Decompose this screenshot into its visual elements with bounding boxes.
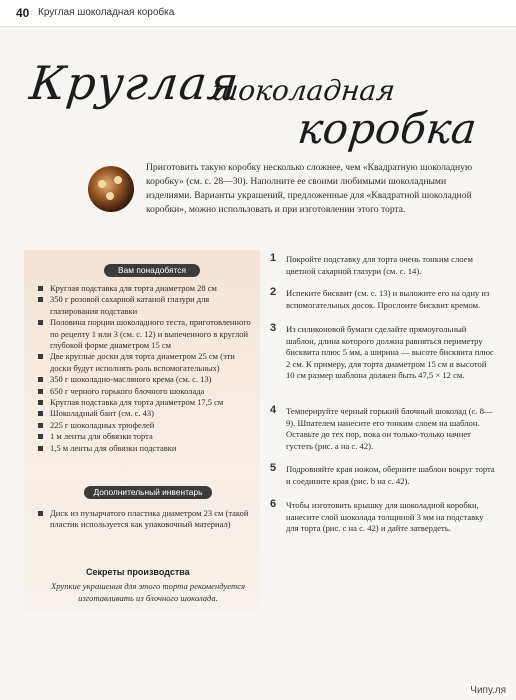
step-number: 5 <box>270 462 277 474</box>
list-item: 650 г черного горького блочного шоколада <box>36 386 256 397</box>
list-item: 350 г шоколадно-масляного крема (см. с. 13) <box>36 374 256 385</box>
extra-heading: Дополнительный инвентарь <box>84 486 212 499</box>
bullet-icon <box>38 434 43 439</box>
list-item: 350 г розовой сахарной катаной глазури для глазирования подставки <box>36 294 256 317</box>
bullet-icon <box>38 389 43 394</box>
step-number: 4 <box>270 404 277 416</box>
bullet-icon <box>38 511 43 516</box>
bullet-icon <box>38 354 43 359</box>
list-item: 1,5 м ленты для обвязки подставки <box>36 443 256 454</box>
list-item: Шоколадный бант (см. с. 43) <box>36 408 256 419</box>
title-line-3: коробка <box>295 104 479 153</box>
secrets-heading: Секреты производства <box>86 567 190 577</box>
step-text: Чтобы изготовить крышку для шоколадной коробки, нанесите слой шоколада толщиной 3 мм на подставку для торта (рис. с на с. 42) и дайте затвердеть. <box>286 500 484 534</box>
header-section-title: Круглая шоколадная коробка <box>38 7 175 18</box>
list-item: Диск из пузырчатого пластика диаметром 23 см (такой пластик используется как упаковочный материал) <box>36 508 256 531</box>
title-line-1: Круглая <box>27 56 242 110</box>
list-item: Круглая подставка для торта диаметром 17,5 см <box>36 397 256 408</box>
bullet-icon <box>38 286 43 291</box>
step-number: 2 <box>270 286 277 298</box>
step-text: Испеките бисквит (см. с. 13) и выложите его на одну из вспомогательных досок. Прослоите бисквит кремом. <box>286 288 490 310</box>
extra-list <box>36 508 256 531</box>
step-text: Из силиконовой бумаги сделайте прямоугольный шаблон, длина которого должна равняться периметру бисквита плюс 5 мм, а ширина — высоте бисквита плюс 2 см. К примеру, для торта диаметром 15 см и высотой 10 см размер шаблона должен быть 47,5 × 12 см. <box>286 324 494 381</box>
step-text: Подровняйте края ножом, оберните шаблон вокруг торта и соедините края (рис. b на с. 42). <box>286 464 495 486</box>
secrets-text: Хрупкие украшения для этого торта рекомендуется изготавливать из блочного шоколада. <box>50 581 245 603</box>
page-header <box>0 0 516 27</box>
page-number: 40 <box>16 6 30 20</box>
step-number: 1 <box>270 252 277 264</box>
bullet-icon <box>38 320 43 325</box>
bullet-icon <box>38 377 43 382</box>
chocolate-box-thumbnail <box>88 166 134 212</box>
step-text: Темперируйте черный горький блочный шоколад (с. 8—9). Шпателем нанесите его тонким слоем на шаблон. Оставьте до тех пор, пока он только-только начнет густеть (рис. а на с. 42). <box>286 406 493 451</box>
bullet-icon <box>38 297 43 302</box>
list-item: 225 г шоколадных трюфелей <box>36 420 256 431</box>
list-item: Две круглые доски для торта диаметром 25 см (эти доски будут исполнять роль вспомогательных) <box>36 351 256 374</box>
intro-paragraph: Приготовить такую коробку несколько сложнее, чем «Квадратную шоколадную коробку» (см. с. 28—30). Наполните ее своими любимыми шоколадными изделиями. Варианты украшений, предложенные для «Квадратной шоколадной коробки», можно использовать и при изготовлении этого торта. <box>146 162 473 215</box>
bullet-icon <box>38 411 43 416</box>
bullet-icon <box>38 400 43 405</box>
step-number: 6 <box>270 498 277 510</box>
step-text: Покройте подставку для торта очень тонким слоем цветной сахарной глазури (см. с. 14). <box>286 254 473 276</box>
list-item: Круглая подставка для торта диаметром 28 см <box>36 283 256 294</box>
bullet-icon <box>38 446 43 451</box>
list-item: 1 м ленты для обвязки торта <box>36 431 256 442</box>
needs-heading: Вам понадобятся <box>104 264 200 277</box>
list-item: Половина порции шоколадного теста, приготовленного по рецепту 1 или 3 (см. с. 12) и выпеченного в круглой глубокой форме диаметром 15 см <box>36 317 256 351</box>
needs-list <box>36 283 256 454</box>
bullet-icon <box>38 423 43 428</box>
step-number: 3 <box>270 322 277 334</box>
title-line-2: шоколадная <box>210 74 397 107</box>
watermark: Чипу.ля <box>470 685 506 696</box>
